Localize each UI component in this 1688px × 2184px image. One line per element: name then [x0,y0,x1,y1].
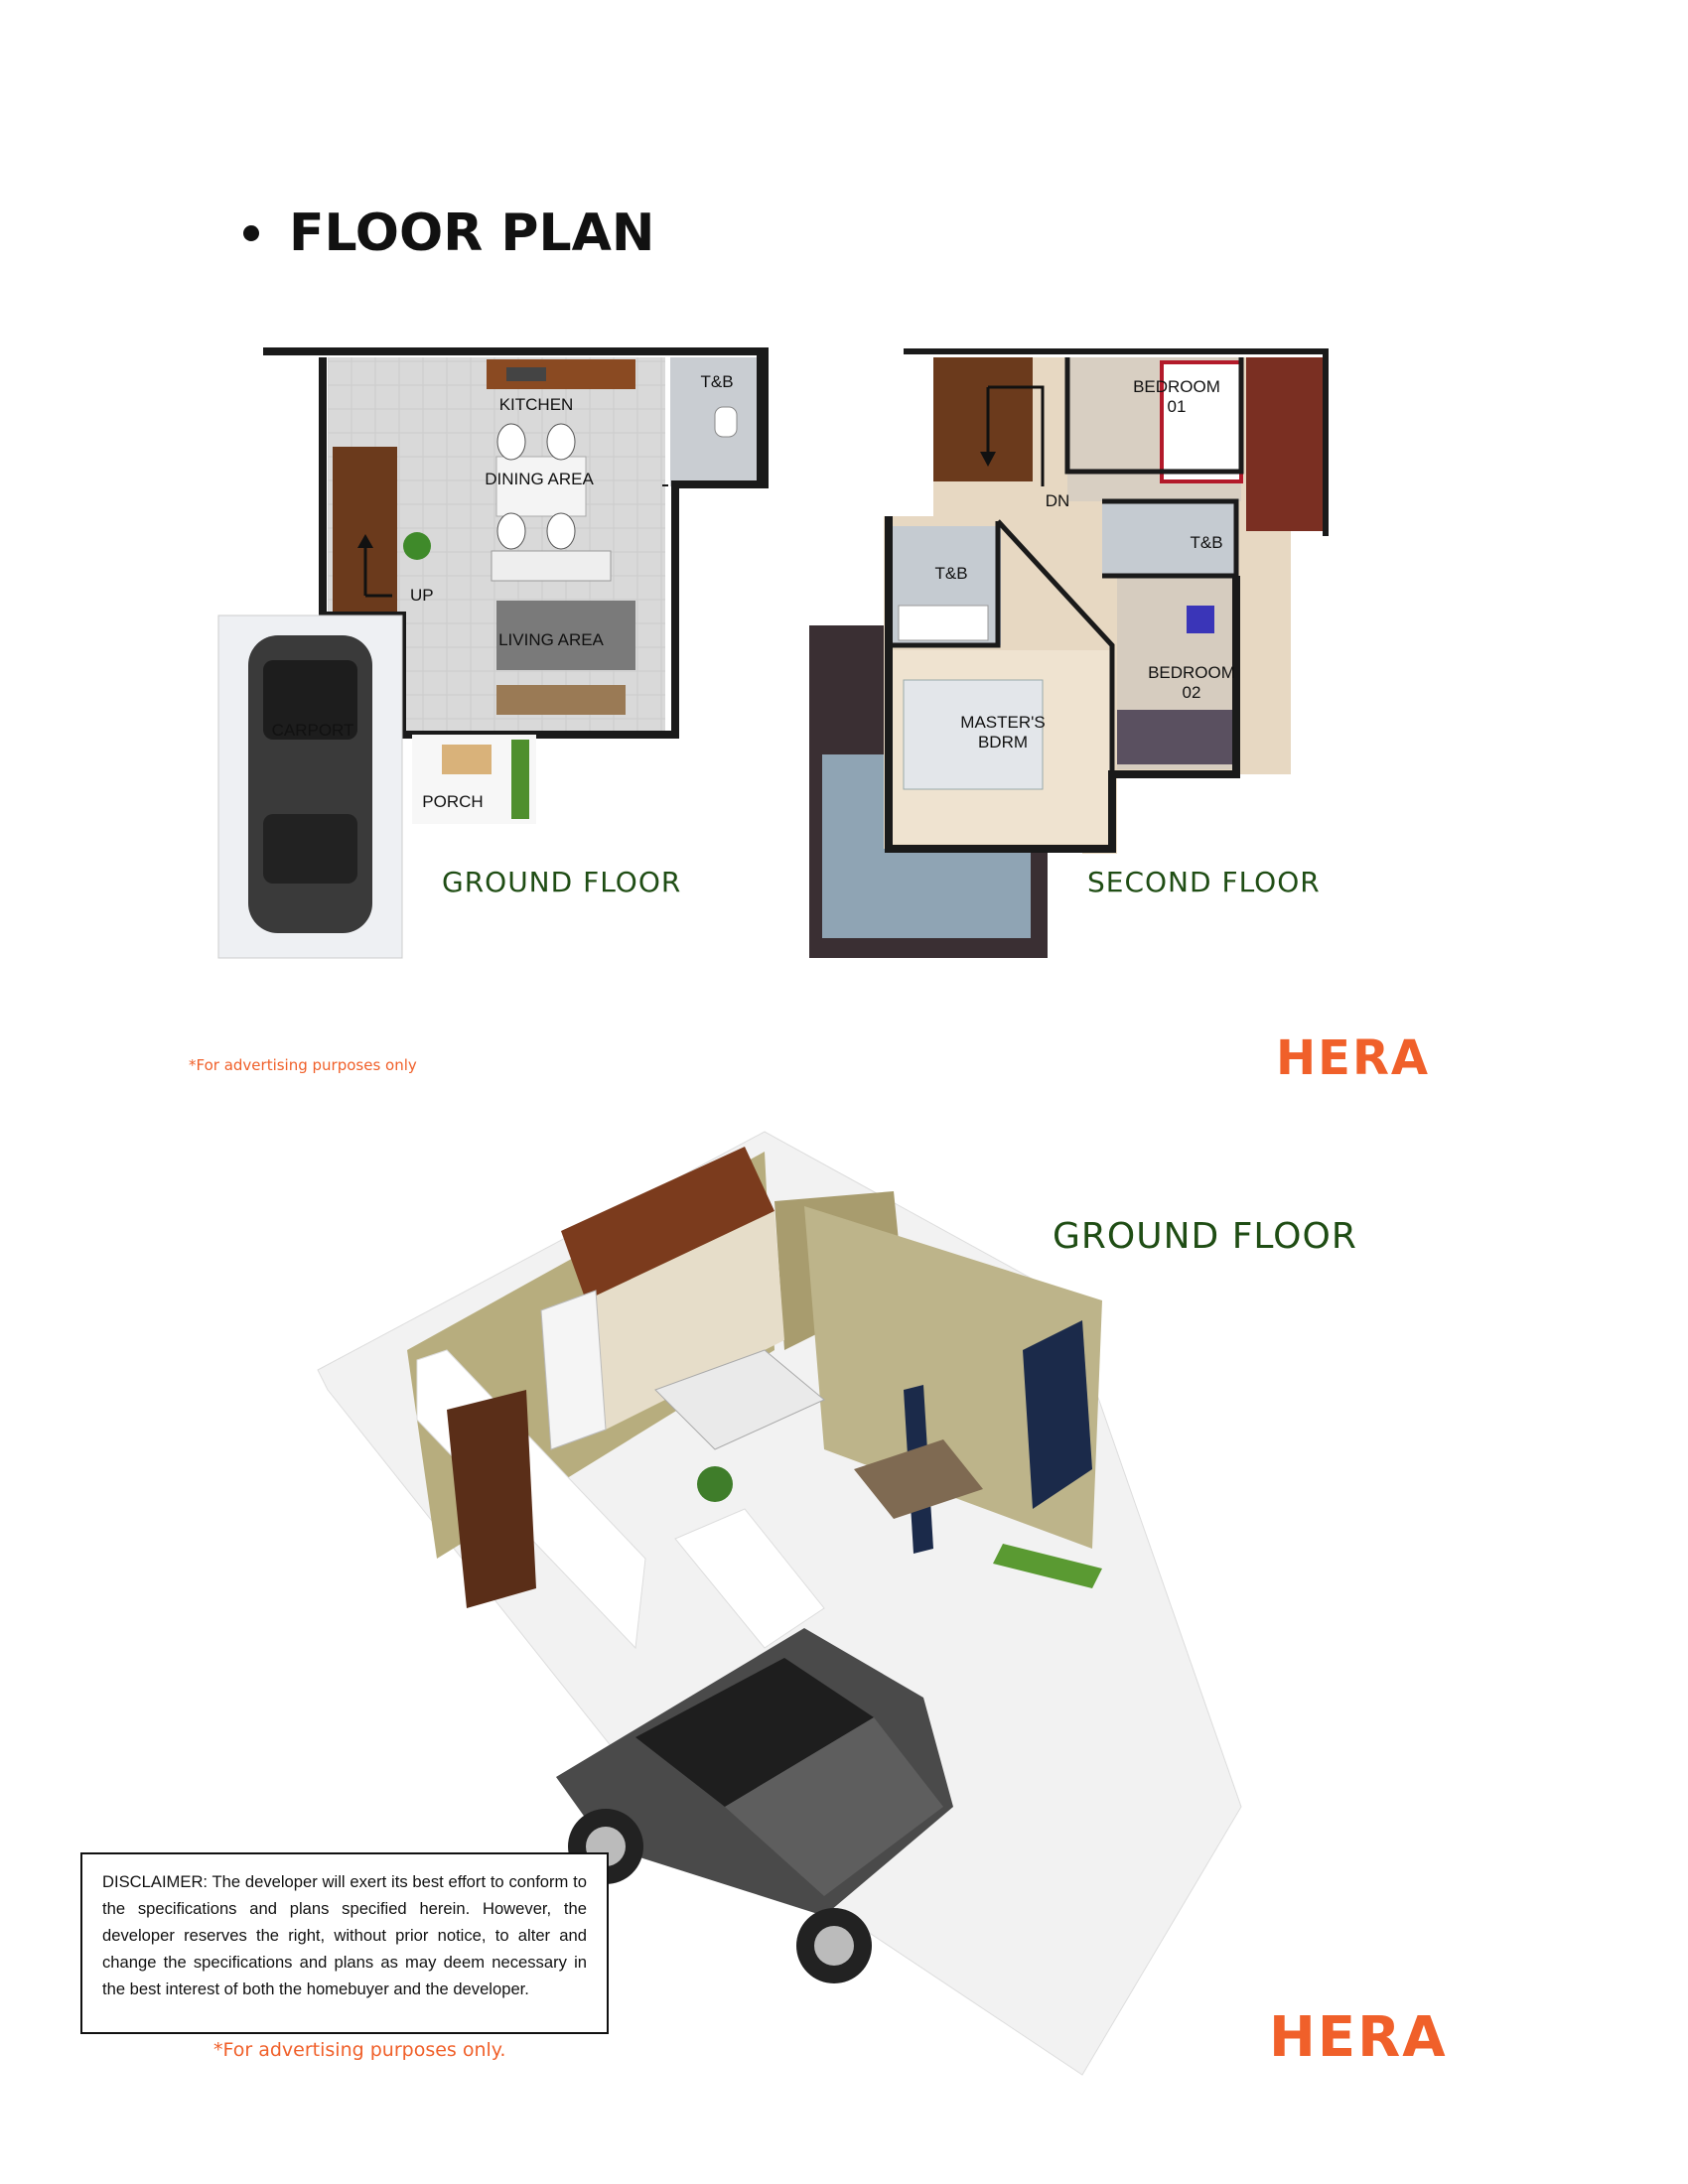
ground-floor-caption: GROUND FLOOR [442,866,682,898]
advertising-note-bottom: *For advertising purposes only. [213,2039,506,2061]
room-label-bedroom-02: BEDROOM [1148,663,1235,682]
advertising-note-top: *For advertising purposes only [189,1056,417,1074]
room-label-bedroom-02-num: 02 [1182,683,1201,702]
room-label-bedroom-01: BEDROOM [1133,377,1220,396]
room-label-bdrm: BDRM [977,733,1029,751]
page-title-text: FLOOR PLAN [289,204,655,263]
room-label-porch: PORCH [422,792,484,811]
room-label-tb-left: T&B [934,564,968,583]
brand-name-bottom: HERA [1269,2005,1448,2070]
second-floor-caption: SECOND FLOOR [1087,866,1321,898]
bullet-icon [243,225,259,241]
room-label-kitchen: KITCHEN [498,395,574,414]
room-label-bedroom-01-num: 01 [1167,397,1187,416]
room-label-living: LIVING AREA [498,630,604,649]
disclaimer-box: DISCLAIMER: The developer will exert its best effort to conform to the specifications and plans specified herein. However, the developer reserves the right, without prior notice, to alter and change the specifications and plans as may deem necessary in the best interest of both the homebuyer and the developer. [80,1852,609,2034]
room-label-dn: DN [1045,491,1070,510]
page-title [243,204,654,263]
brand-name-top: HERA [1276,1030,1431,1086]
room-label-masters: MASTER'S [960,713,1046,732]
room-label-dining: DINING AREA [485,470,594,488]
room-label-up: UP [410,586,434,605]
room-label-tb: T&B [700,372,734,391]
room-label-tb-right: T&B [1190,533,1223,552]
room-label-carport: CARPORT [271,721,354,740]
render-caption: GROUND FLOOR [1053,1216,1357,1257]
